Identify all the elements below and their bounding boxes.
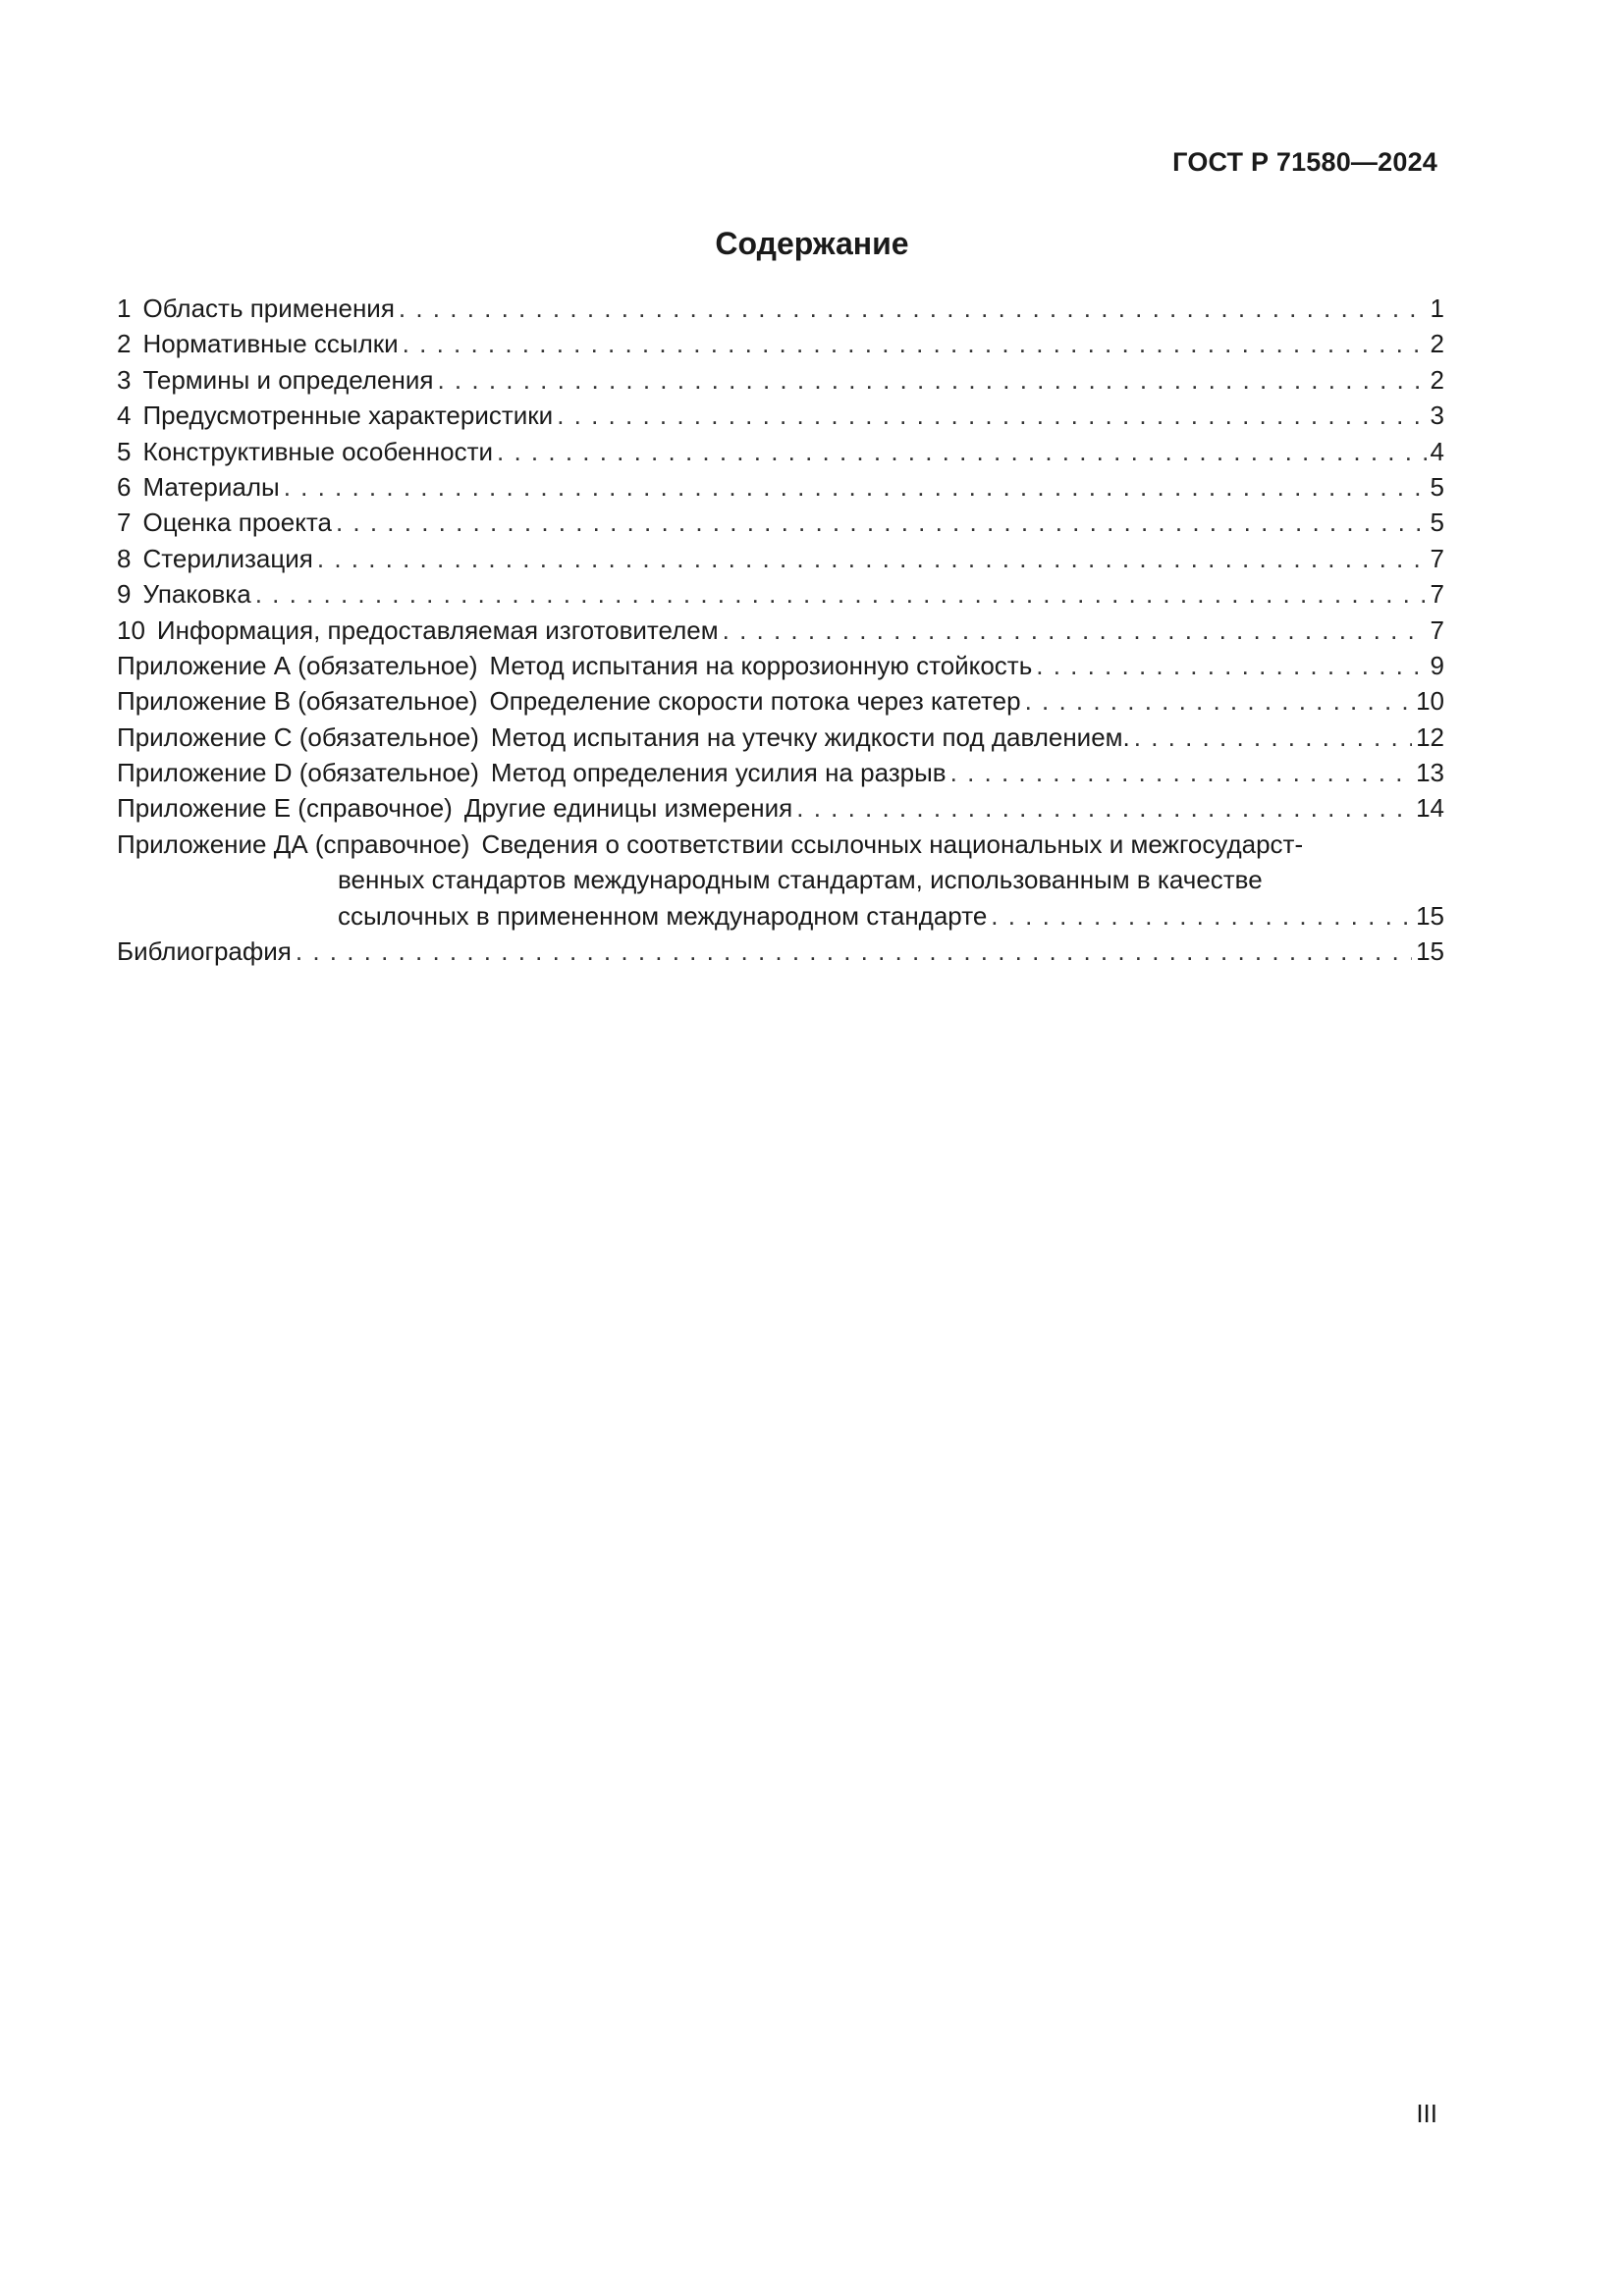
toc-entry-page: 12 <box>1416 721 1444 752</box>
toc-bibliography[interactable] <box>117 934 1444 969</box>
toc-entry-9[interactable] <box>117 576 1444 612</box>
dot-leader <box>296 934 1412 969</box>
toc-entry-number: 2 <box>117 329 132 359</box>
toc-entry-page: 13 <box>1416 758 1444 788</box>
toc-entry-title: Упаковка <box>142 579 251 610</box>
toc-entry-title: Предусмотренные характеристики <box>142 400 554 431</box>
appendix-label: Приложение С (обязательное) <box>117 721 479 752</box>
dot-leader <box>1036 648 1426 683</box>
toc-entry-title: Конструктивные особенности <box>142 436 494 466</box>
toc-entry-page: 2 <box>1430 329 1444 359</box>
toc-entry-number: 5 <box>117 436 132 466</box>
toc-entry-title: Материалы <box>142 471 280 502</box>
toc-appendix-b[interactable] <box>117 683 1444 719</box>
toc-entry-title: Оценка проекта <box>142 507 332 538</box>
toc-entry-number: 10 <box>117 614 145 645</box>
toc-entry-8[interactable] <box>117 541 1444 576</box>
appendix-label: Приложение Е (справочное) <box>117 793 453 824</box>
toc-entry-page: 9 <box>1430 650 1444 680</box>
toc-entry-5[interactable] <box>117 434 1444 469</box>
toc-entry-page: 3 <box>1430 400 1444 431</box>
appendix-title: Метод испытания на коррозионную стойкость <box>489 650 1033 680</box>
appendix-title-line-3: ссылочных в примененном международном стандарте <box>338 900 988 931</box>
toc-entry-number: 7 <box>117 507 132 538</box>
toc-entry-10[interactable] <box>117 613 1444 648</box>
toc-entry-page: 4 <box>1430 436 1444 466</box>
dot-leader <box>399 291 1427 326</box>
dot-leader <box>991 898 1412 934</box>
toc-entry-page: 15 <box>1416 936 1444 967</box>
toc-entry-page: 10 <box>1416 686 1444 717</box>
toc-entry-1[interactable] <box>117 291 1444 326</box>
document-code: ГОСТ Р 71580—2024 <box>1172 147 1437 177</box>
appendix-title: Метод определения усилия на разрыв <box>490 758 947 788</box>
appendix-label: Приложение В (обязательное) <box>117 686 478 717</box>
toc-entry-2[interactable] <box>117 326 1444 361</box>
toc-title: Содержание <box>715 226 909 261</box>
appendix-title-line-2: венных стандартов международным стандартам, использованным в качестве <box>338 865 1263 895</box>
appendix-label: Приложение ДА (справочное) <box>117 828 470 859</box>
toc-appendix-a[interactable] <box>117 648 1444 683</box>
dot-leader <box>796 790 1412 826</box>
toc-entry-page: 14 <box>1416 793 1444 824</box>
toc-entry-number: 6 <box>117 471 132 502</box>
dot-leader <box>557 398 1426 433</box>
page-number: III <box>1416 2099 1437 2128</box>
toc-entry-number: 9 <box>117 579 132 610</box>
dot-leader <box>1134 720 1412 755</box>
toc-entry-page: 7 <box>1430 614 1444 645</box>
appendix-title-line-1: Сведения о соответствии ссылочных национальных и межгосударст- <box>481 828 1304 859</box>
toc-appendix-e[interactable] <box>117 790 1444 826</box>
dot-leader <box>336 505 1427 540</box>
toc-entry-7[interactable] <box>117 505 1444 540</box>
toc-entry-3[interactable] <box>117 362 1444 398</box>
toc-entry-page: 7 <box>1430 579 1444 610</box>
toc-entry-title: Термины и определения <box>142 364 434 395</box>
appendix-label: Приложение D (обязательное) <box>117 758 479 788</box>
appendix-title: Метод испытания на утечку жидкости под давлением. <box>490 721 1130 752</box>
dot-leader <box>1025 683 1413 719</box>
toc-entry-page: 7 <box>1430 543 1444 573</box>
table-of-contents <box>117 291 1444 969</box>
toc-entry-page: 5 <box>1430 471 1444 502</box>
toc-entry-number: 4 <box>117 400 132 431</box>
toc-entry-title: Информация, предоставляемая изготовителем <box>156 614 719 645</box>
toc-entry-title: Область применения <box>142 294 395 323</box>
toc-appendix-c[interactable] <box>117 720 1444 755</box>
toc-appendix-da[interactable] <box>117 827 1444 934</box>
dot-leader <box>950 755 1412 790</box>
dot-leader <box>497 434 1427 469</box>
toc-entry-number: 8 <box>117 543 132 573</box>
toc-entry-page: 15 <box>1416 900 1444 931</box>
toc-entry-title: Нормативные ссылки <box>142 329 399 359</box>
appendix-title: Определение скорости потока через катетер <box>489 686 1021 717</box>
dot-leader <box>723 613 1427 648</box>
toc-entry-number: 1 <box>117 294 132 323</box>
appendix-label: Приложение А (обязательное) <box>117 650 478 680</box>
toc-entry-4[interactable] <box>117 398 1444 433</box>
dot-leader <box>437 362 1426 398</box>
dot-leader <box>403 326 1427 361</box>
toc-entry-number: 3 <box>117 364 132 395</box>
toc-entry-title: Библиография <box>117 936 292 967</box>
dot-leader <box>284 469 1427 505</box>
toc-entry-title: Стерилизация <box>142 543 313 573</box>
appendix-title: Другие единицы измерения <box>463 793 793 824</box>
dot-leader <box>255 576 1427 612</box>
toc-entry-6[interactable] <box>117 469 1444 505</box>
toc-entry-page: 5 <box>1430 507 1444 538</box>
toc-appendix-d[interactable] <box>117 755 1444 790</box>
toc-entry-page: 1 <box>1430 294 1444 323</box>
dot-leader <box>317 541 1427 576</box>
toc-entry-page: 2 <box>1430 364 1444 395</box>
